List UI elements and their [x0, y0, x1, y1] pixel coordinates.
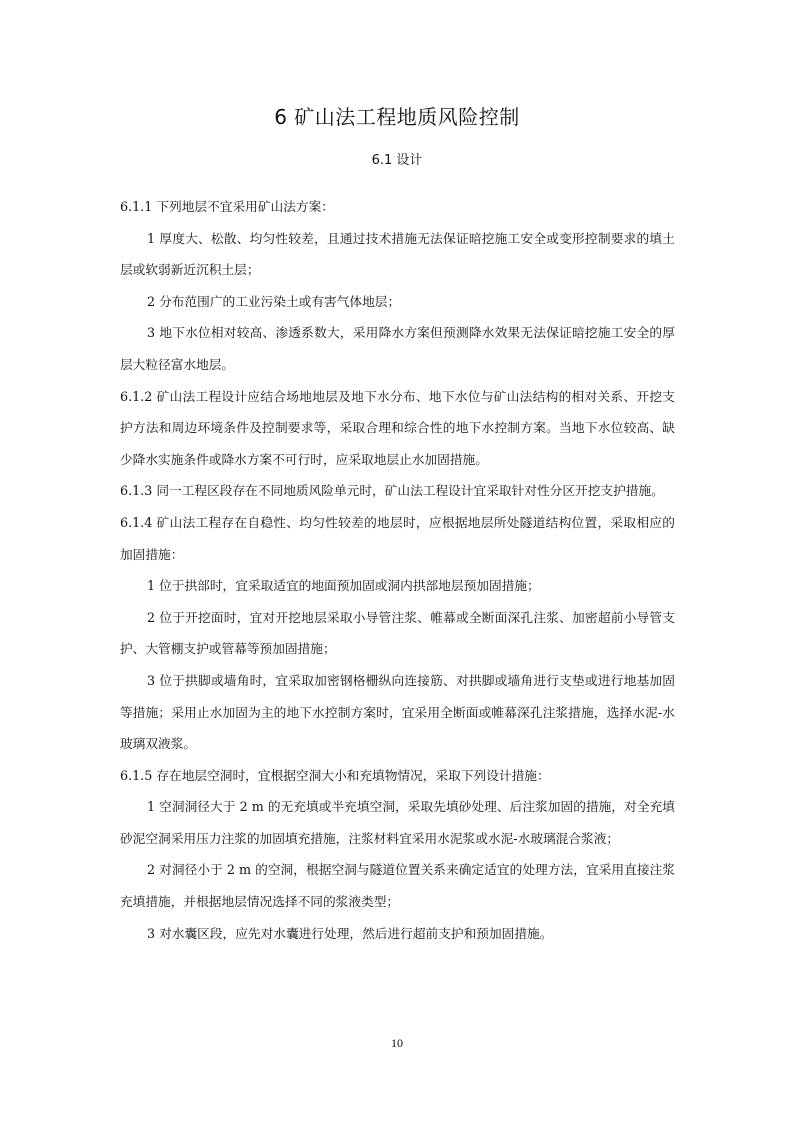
document-body	[120, 191, 675, 949]
clause-6-1-1-item-3: 3 地下水位相对较高、渗透系数大，采用降水方案但预测降水效果无法保证暗挖施工安全的厚层大粒径富水地层。	[120, 325, 675, 372]
clause-6-1-4-item-2: 2 位于开挖面时，宜对开挖地层采取小导管注浆、帷幕或全断面深孔注浆、加密超前小导管支护、大管棚支护或管幕等预加固措施；	[120, 609, 675, 657]
section-title: 6.1 设计	[371, 153, 423, 168]
clause-6-1-1: 6.1.1 下列地层不宜采用矿山法方案：	[120, 199, 334, 214]
clause-6-1-2: 6.1.2 矿山法工程设计应结合场地地层及地下水分布、地下水位与矿山法结构的相对关系、开挖支护方法和周边环境条件及控制要求等，采取合理和综合性的地下水控制方案。当地下水位较高、缺少降水实施条件或降水方案不可行时，应采取地层止水加固措施。	[120, 388, 675, 467]
page-title: 6 矿山法工程地质风险控制	[274, 105, 520, 129]
clause-6-1-1-item-2: 2 分布范围广的工业污染土或有害气体地层；	[147, 293, 401, 309]
clause-6-1-5-item-3: 3 对水囊区段，应先对水囊进行处理，然后进行超前支护和预加固措施。	[147, 925, 553, 941]
clause-6-1-3: 6.1.3 同一工程区段存在不同地质风险单元时，矿山法工程设计宜采取针对性分区开挖支护措施。	[120, 483, 664, 499]
clause-6-1-5: 6.1.5 存在地层空洞时，宜根据空洞大小和充填物情况，采取下列设计措施：	[120, 767, 550, 783]
clause-6-1-4-item-1: 1 位于拱部时，宜采取适宜的地面预加固或洞内拱部地层预加固措施；	[147, 578, 540, 594]
clause-6-1-4-item-3: 3 位于拱脚或墙角时，宜采取加密钢格栅纵向连接筋、对拱脚或墙角进行支垫或进行地基加固等措施；采用止水加固为主的地下水控制方案时，宜采用全断面或帷幕深孔注浆措施，选择水泥-水玻璃双液浆。	[120, 672, 675, 752]
clause-6-1-5-item-2: 2 对洞径小于 2 m 的空洞，根据空洞与隧道位置关系来确定适宜的处理方法，宜采用直接注浆充填措施，并根据地层情况选择不同的浆液类型；	[120, 862, 675, 910]
page-number: 10	[391, 1036, 403, 1050]
clause-6-1-4: 6.1.4 矿山法工程存在自稳性、均匀性较差的地层时，应根据地层所处隧道结构位置，采取相应的加固措施：	[120, 514, 675, 562]
clause-6-1-1-item-1: 1 厚度大、松散、均匀性较差，且通过技术措施无法保证暗挖施工安全或变形控制要求的填土层或软弱新近沉积土层；	[120, 230, 675, 278]
clause-6-1-5-item-1: 1 空洞洞径大于 2 m 的无充填或半充填空洞，采取先填砂处理、后注浆加固的措施，对全充填砂泥空洞采用压力注浆的加固填充措施，注浆材料宜采用水泥浆或水泥-水玻璃混合浆液；	[120, 799, 675, 846]
